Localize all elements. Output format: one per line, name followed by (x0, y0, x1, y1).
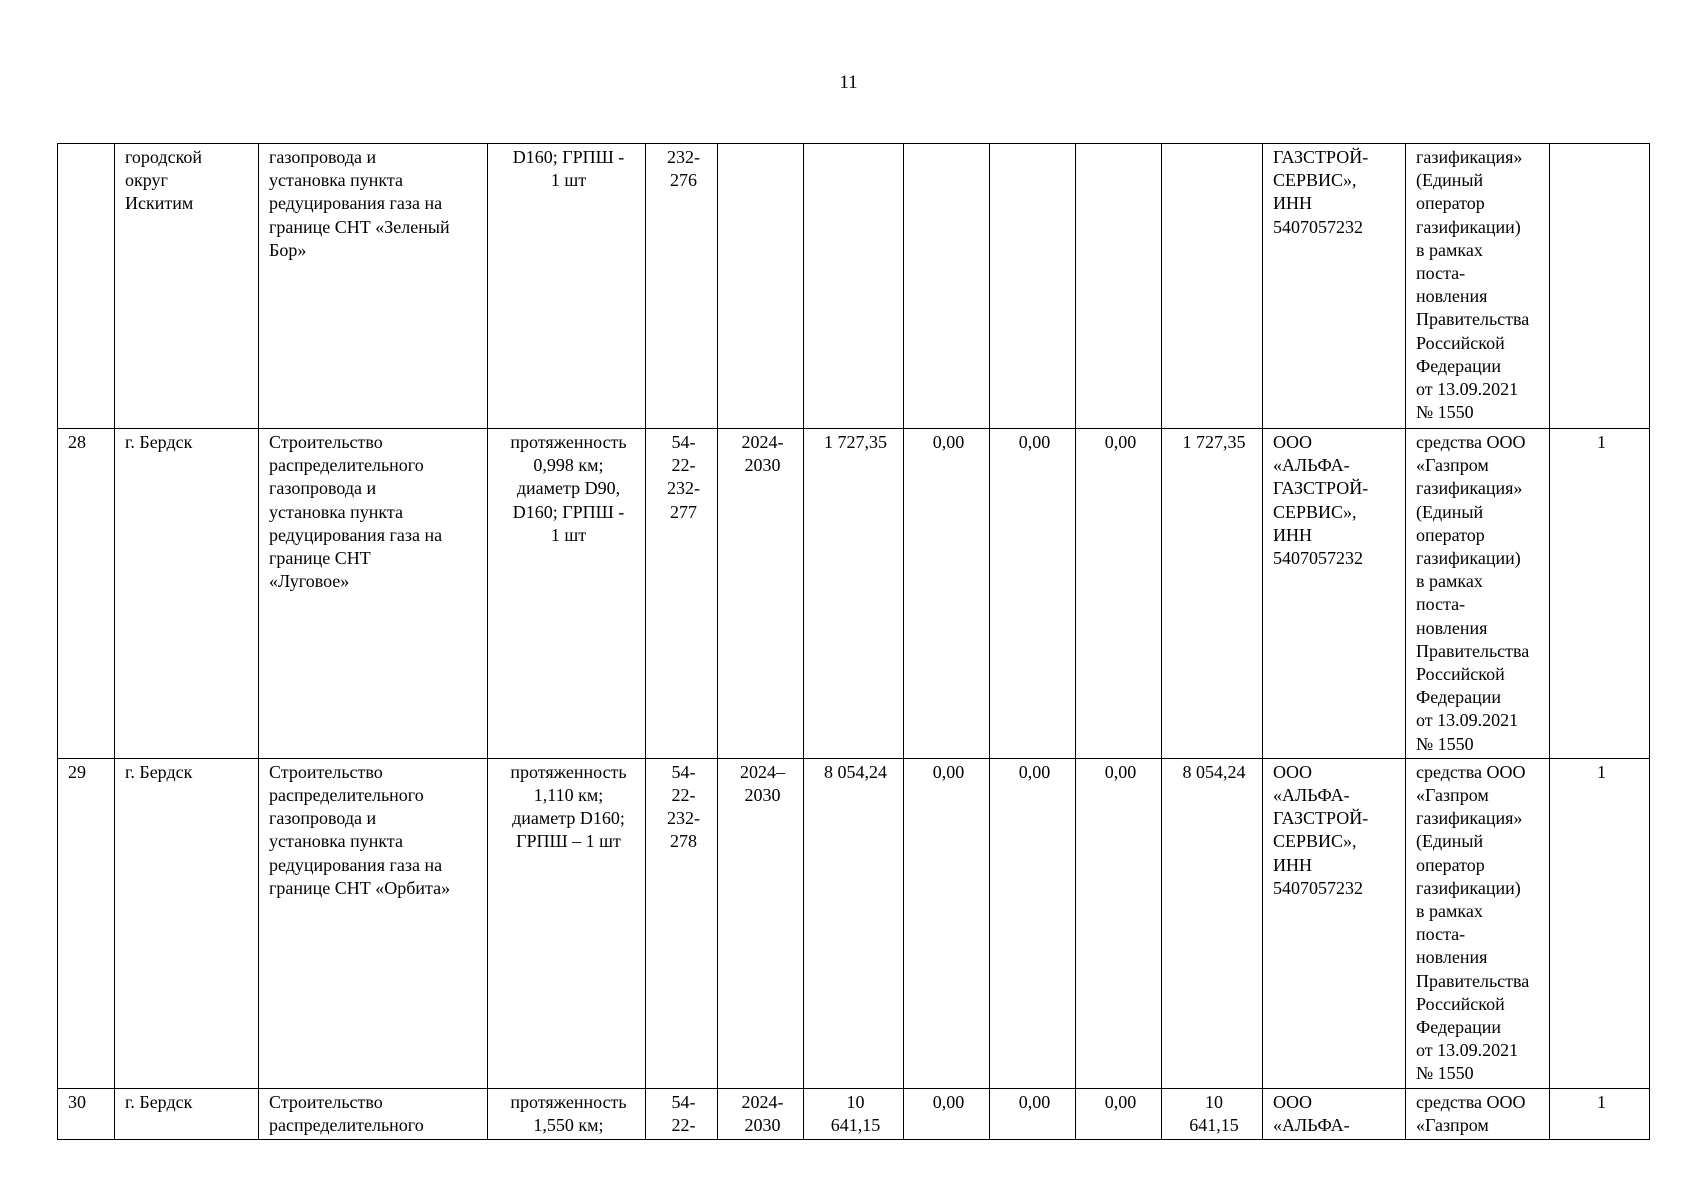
total-cell (804, 144, 904, 429)
row-number-cell (58, 144, 115, 429)
period-cell: 2024– 2030 (718, 758, 804, 1088)
amount-cell (904, 144, 990, 429)
code-cell: 54- 22- 232- 278 (646, 758, 718, 1088)
page-number: 11 (839, 72, 858, 93)
parameters-cell: протяженность 1,110 км; диаметр D160; ГРПШ – 1 шт (488, 758, 646, 1088)
location-cell: г. Бердск (115, 429, 259, 759)
location-cell: г. Бердск (115, 1088, 259, 1139)
amount-cell (1162, 144, 1263, 429)
period-cell: 2024- 2030 (718, 429, 804, 759)
table-row (58, 429, 1650, 759)
count-cell (1550, 144, 1650, 429)
row-number-cell: 30 (58, 1088, 115, 1139)
executor-cell: ООО «АЛЬФА- ГАЗСТРОЙ- СЕРВИС», ИНН 5407057232 (1263, 429, 1406, 759)
amount-cell: 0,00 (990, 758, 1076, 1088)
amount-cell (990, 144, 1076, 429)
parameters-cell: протяженность 1,550 км; (488, 1088, 646, 1139)
description-cell: Строительство распределительного газопровода и установка пункта редуцирования газа на границе СНТ «Орбита» (259, 758, 488, 1088)
funding-cell: средства ООО «Газпром газификация» (Единый оператор газификации) в рамках поста- новления Правительства Российской Федерации от 13.09.2021 № 1550 (1406, 429, 1550, 759)
total-cell: 10 641,15 (804, 1088, 904, 1139)
amount-cell: 0,00 (904, 429, 990, 759)
amount-cell: 0,00 (1076, 429, 1162, 759)
funding-cell: средства ООО «Газпром (1406, 1088, 1550, 1139)
parameters-cell: D160; ГРПШ - 1 шт (488, 144, 646, 429)
location-cell: г. Бердск (115, 758, 259, 1088)
amount-cell: 0,00 (990, 429, 1076, 759)
description-cell: газопровода и установка пункта редуцирования газа на границе СНТ «Зеленый Бор» (259, 144, 488, 429)
amount-cell: 8 054,24 (1162, 758, 1263, 1088)
count-cell: 1 (1550, 758, 1650, 1088)
amount-cell: 1 727,35 (1162, 429, 1263, 759)
row-number-cell: 29 (58, 758, 115, 1088)
table-row (58, 1088, 1650, 1139)
amount-cell: 0,00 (1076, 758, 1162, 1088)
executor-cell: ООО «АЛЬФА- (1263, 1088, 1406, 1139)
amount-cell: 0,00 (1076, 1088, 1162, 1139)
executor-cell: ООО «АЛЬФА- ГАЗСТРОЙ- СЕРВИС», ИНН 5407057232 (1263, 758, 1406, 1088)
amount-cell: 0,00 (904, 1088, 990, 1139)
count-cell: 1 (1550, 1088, 1650, 1139)
amount-cell: 0,00 (904, 758, 990, 1088)
description-cell: Строительство распределительного (259, 1088, 488, 1139)
amount-cell (1076, 144, 1162, 429)
table-row (58, 758, 1650, 1088)
description-cell: Строительство распределительного газопровода и установка пункта редуцирования газа на границе СНТ «Луговое» (259, 429, 488, 759)
funding-cell: средства ООО «Газпром газификация» (Единый оператор газификации) в рамках поста- новления Правительства Российской Федерации от 13.09.2021 № 1550 (1406, 758, 1550, 1088)
amount-cell: 10 641,15 (1162, 1088, 1263, 1139)
total-cell: 1 727,35 (804, 429, 904, 759)
code-cell: 54- 22- (646, 1088, 718, 1139)
investment-program-table (57, 143, 1650, 1140)
period-cell: 2024- 2030 (718, 1088, 804, 1139)
code-cell: 232- 276 (646, 144, 718, 429)
row-number-cell: 28 (58, 429, 115, 759)
location-cell: городской округ Искитим (115, 144, 259, 429)
total-cell: 8 054,24 (804, 758, 904, 1088)
executor-cell: ГАЗСТРОЙ- СЕРВИС», ИНН 5407057232 (1263, 144, 1406, 429)
code-cell: 54- 22- 232- 277 (646, 429, 718, 759)
count-cell: 1 (1550, 429, 1650, 759)
table-row (58, 144, 1650, 429)
period-cell (718, 144, 804, 429)
amount-cell: 0,00 (990, 1088, 1076, 1139)
parameters-cell: протяженность 0,998 км; диаметр D90, D160; ГРПШ - 1 шт (488, 429, 646, 759)
funding-cell: газификация» (Единый оператор газификации) в рамках поста- новления Правительства Российской Федерации от 13.09.2021 № 1550 (1406, 144, 1550, 429)
